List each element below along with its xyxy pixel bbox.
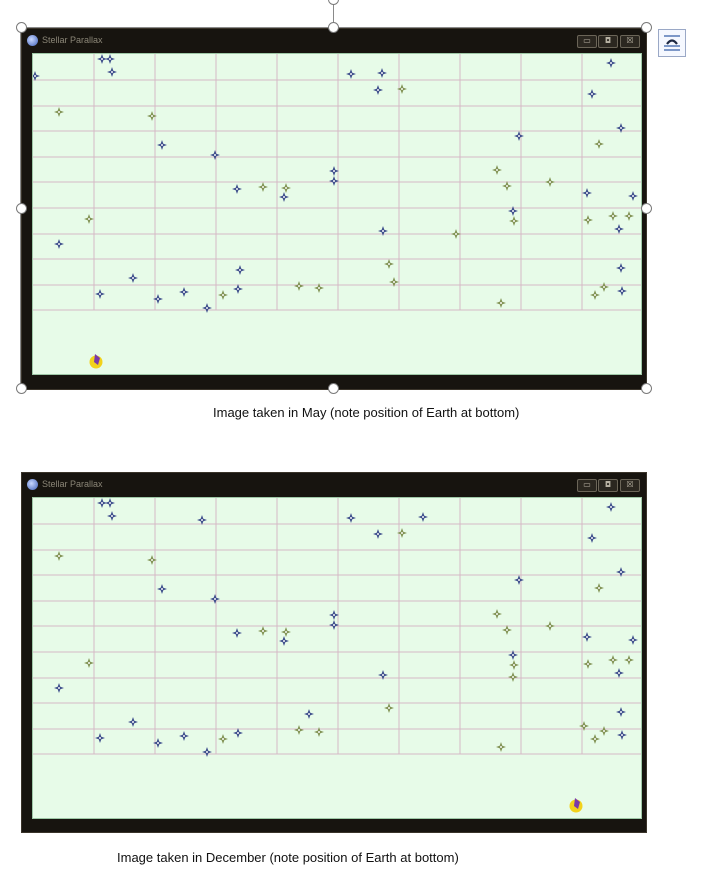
resize-handle-bottom[interactable] bbox=[328, 383, 339, 394]
window-december bbox=[21, 472, 647, 833]
star-core bbox=[298, 285, 300, 287]
star-core bbox=[111, 515, 113, 517]
star-core bbox=[34, 75, 36, 77]
resize-handle-top-left[interactable] bbox=[16, 22, 27, 33]
star-core bbox=[628, 659, 630, 661]
star-core bbox=[598, 587, 600, 589]
star-core bbox=[333, 180, 335, 182]
star-core bbox=[618, 672, 620, 674]
star-core bbox=[132, 721, 134, 723]
star-core bbox=[506, 629, 508, 631]
star-core bbox=[628, 215, 630, 217]
star-core bbox=[318, 287, 320, 289]
star-core bbox=[132, 277, 134, 279]
star-core bbox=[500, 302, 502, 304]
star-core bbox=[151, 559, 153, 561]
star-core bbox=[283, 196, 285, 198]
star-core bbox=[586, 192, 588, 194]
star-core bbox=[157, 298, 159, 300]
resize-handle-top[interactable] bbox=[328, 22, 339, 33]
star-core bbox=[237, 288, 239, 290]
star-core bbox=[222, 738, 224, 740]
star-core bbox=[285, 631, 287, 633]
star-core bbox=[388, 707, 390, 709]
star-core bbox=[388, 263, 390, 265]
star-core bbox=[512, 210, 514, 212]
star-core bbox=[603, 286, 605, 288]
resize-handle-bottom-right[interactable] bbox=[641, 383, 652, 394]
star-core bbox=[308, 713, 310, 715]
window-may bbox=[21, 28, 647, 390]
app-icon bbox=[27, 35, 38, 46]
star-core bbox=[318, 731, 320, 733]
rotate-handle[interactable] bbox=[328, 0, 339, 5]
star-core bbox=[109, 502, 111, 504]
star-core bbox=[598, 143, 600, 145]
star-core bbox=[109, 58, 111, 60]
star-core bbox=[350, 73, 352, 75]
caption-may: Image taken in May (note position of Earth at bottom) bbox=[213, 405, 520, 420]
star-core bbox=[591, 93, 593, 95]
star-core bbox=[587, 663, 589, 665]
star-core bbox=[237, 732, 239, 734]
star-core bbox=[382, 230, 384, 232]
caption-december: Image taken in December (note position of Earth at bottom) bbox=[117, 850, 459, 865]
star-core bbox=[512, 676, 514, 678]
star-core bbox=[612, 659, 614, 661]
star-core bbox=[111, 71, 113, 73]
star-core bbox=[381, 72, 383, 74]
star-field bbox=[33, 54, 641, 374]
star-core bbox=[632, 195, 634, 197]
star-core bbox=[222, 294, 224, 296]
star-core bbox=[206, 307, 208, 309]
star-core bbox=[157, 742, 159, 744]
star-core bbox=[455, 233, 457, 235]
star-core bbox=[101, 502, 103, 504]
star-core bbox=[610, 506, 612, 508]
star-core bbox=[500, 746, 502, 748]
star-core bbox=[206, 751, 208, 753]
star-core bbox=[58, 555, 60, 557]
window-title: Stellar Parallax bbox=[42, 479, 103, 489]
star-core bbox=[603, 730, 605, 732]
star-core bbox=[333, 170, 335, 172]
star-core bbox=[587, 219, 589, 221]
star-core bbox=[594, 738, 596, 740]
layout-options-icon bbox=[662, 33, 682, 53]
star-core bbox=[58, 687, 60, 689]
star-core bbox=[518, 135, 520, 137]
layout-options-button[interactable] bbox=[658, 29, 686, 57]
star-core bbox=[620, 711, 622, 713]
star-core bbox=[214, 154, 216, 156]
star-core bbox=[506, 185, 508, 187]
star-core bbox=[549, 181, 551, 183]
star-core bbox=[610, 62, 612, 64]
star-core bbox=[58, 243, 60, 245]
maximize-button[interactable]: ◘ bbox=[598, 35, 618, 48]
star-core bbox=[298, 729, 300, 731]
star-core bbox=[161, 144, 163, 146]
star-core bbox=[612, 215, 614, 217]
star-core bbox=[382, 674, 384, 676]
star-core bbox=[620, 571, 622, 573]
star-core bbox=[236, 188, 238, 190]
maximize-button[interactable]: ◘ bbox=[598, 479, 618, 492]
star-core bbox=[283, 640, 285, 642]
star-field bbox=[33, 498, 641, 818]
star-core bbox=[632, 639, 634, 641]
star-core bbox=[183, 291, 185, 293]
star-core bbox=[262, 186, 264, 188]
star-core bbox=[496, 169, 498, 171]
star-core bbox=[594, 294, 596, 296]
resize-handle-left[interactable] bbox=[16, 203, 27, 214]
star-core bbox=[621, 734, 623, 736]
star-core bbox=[518, 579, 520, 581]
star-core bbox=[583, 725, 585, 727]
star-core bbox=[183, 735, 185, 737]
star-core bbox=[88, 218, 90, 220]
star-core bbox=[512, 654, 514, 656]
star-core bbox=[620, 127, 622, 129]
resize-handle-top-right[interactable] bbox=[641, 22, 652, 33]
star-core bbox=[618, 228, 620, 230]
star-core bbox=[513, 664, 515, 666]
window-title: Stellar Parallax bbox=[42, 35, 103, 45]
star-core bbox=[393, 281, 395, 283]
star-core bbox=[214, 598, 216, 600]
resize-handle-bottom-left[interactable] bbox=[16, 383, 27, 394]
star-core bbox=[620, 267, 622, 269]
star-core bbox=[151, 115, 153, 117]
resize-handle-right[interactable] bbox=[641, 203, 652, 214]
star-core bbox=[333, 624, 335, 626]
star-core bbox=[549, 625, 551, 627]
star-core bbox=[58, 111, 60, 113]
star-core bbox=[285, 187, 287, 189]
star-core bbox=[401, 532, 403, 534]
star-core bbox=[88, 662, 90, 664]
star-core bbox=[239, 269, 241, 271]
star-core bbox=[101, 58, 103, 60]
star-core bbox=[333, 614, 335, 616]
title-bar[interactable] bbox=[22, 473, 646, 497]
sky-view bbox=[32, 53, 642, 375]
minimize-button[interactable]: ▭ bbox=[577, 479, 597, 492]
star-core bbox=[99, 293, 101, 295]
minimize-button[interactable]: ▭ bbox=[577, 35, 597, 48]
sky-view bbox=[32, 497, 642, 819]
star-core bbox=[350, 517, 352, 519]
star-core bbox=[422, 516, 424, 518]
star-core bbox=[513, 220, 515, 222]
star-core bbox=[377, 533, 379, 535]
star-core bbox=[201, 519, 203, 521]
star-core bbox=[262, 630, 264, 632]
star-core bbox=[377, 89, 379, 91]
star-core bbox=[401, 88, 403, 90]
app-icon bbox=[27, 479, 38, 490]
star-core bbox=[586, 636, 588, 638]
star-core bbox=[236, 632, 238, 634]
star-core bbox=[161, 588, 163, 590]
star-core bbox=[99, 737, 101, 739]
close-button[interactable]: ☒ bbox=[620, 35, 640, 48]
close-button[interactable]: ☒ bbox=[620, 479, 640, 492]
star-core bbox=[621, 290, 623, 292]
star-core bbox=[591, 537, 593, 539]
star-core bbox=[496, 613, 498, 615]
